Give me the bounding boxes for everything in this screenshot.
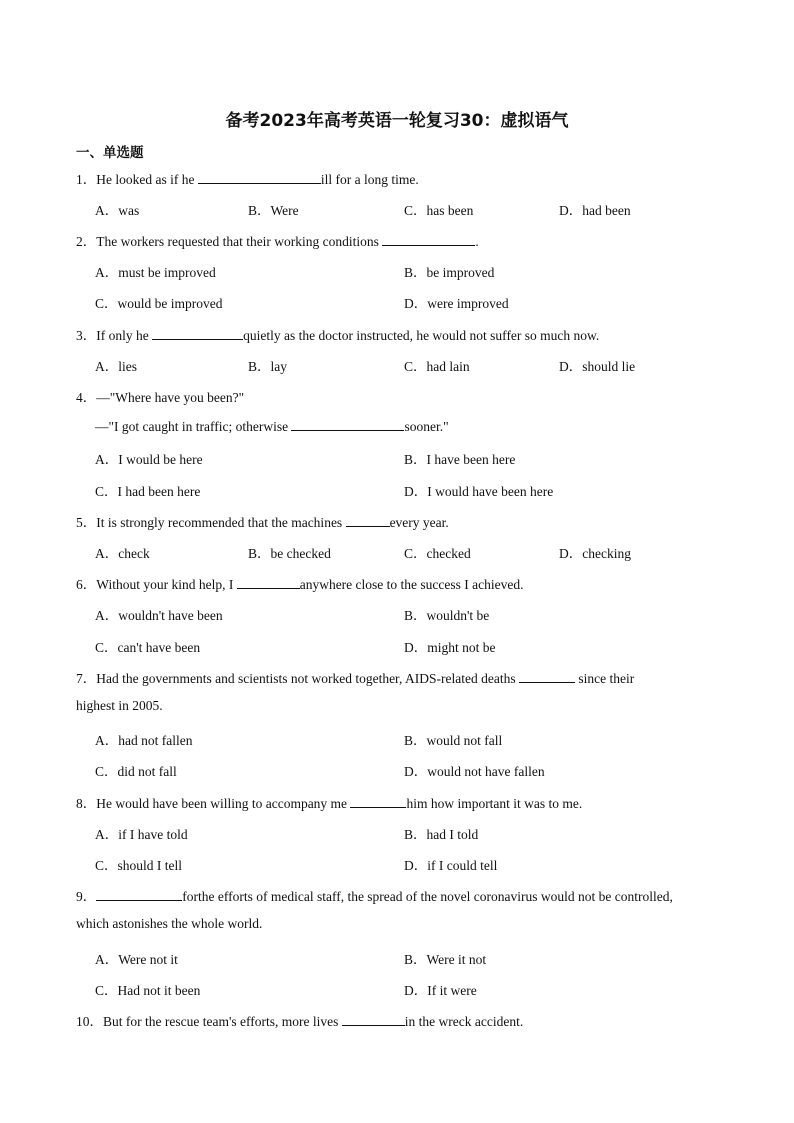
option-b: B．be checked: [248, 546, 331, 561]
option-c: C．can't have been: [95, 640, 201, 655]
question-10: 10．But for the rescue team's efforts, more lives in the wreck accident.: [76, 1014, 524, 1029]
question-1: 1．He looked as if he ill for a long time.: [76, 172, 419, 187]
option-d: D．if I could tell: [404, 858, 498, 873]
question-6: 6．Without your kind help, I anywhere close to the success I achieved.: [76, 577, 524, 592]
answer-blank: [198, 170, 321, 184]
question-8: 8．He would have been willing to accompany me him how important it was to me.: [76, 796, 583, 811]
option-b: B．would not fall: [404, 733, 503, 748]
option-c: C．I had been here: [95, 484, 201, 499]
question-4: 4．—"Where have you been?": [76, 390, 245, 405]
option-c: C．would be improved: [95, 296, 223, 311]
answer-blank: [96, 887, 182, 901]
question-4-line-2: —"I got caught in traffic; otherwise sooner.": [95, 419, 449, 434]
option-b: B．lay: [248, 359, 287, 374]
option-c: C．had lain: [404, 359, 470, 374]
option-b: B．Were: [248, 203, 299, 218]
option-a: A．wouldn't have been: [95, 608, 223, 623]
option-d: D．might not be: [404, 640, 496, 655]
option-b: B．wouldn't be: [404, 608, 490, 623]
option-d: D．were improved: [404, 296, 509, 311]
option-a: A．if I have told: [95, 827, 188, 842]
question-9-continued: which astonishes the whole world.: [76, 916, 263, 931]
option-a: A．check: [95, 546, 150, 561]
answer-blank: [350, 794, 406, 808]
option-c: C．should I tell: [95, 858, 182, 873]
option-a: A．had not fallen: [95, 733, 193, 748]
option-a: A．must be improved: [95, 265, 216, 280]
answer-blank: [382, 232, 475, 246]
option-a: A．I would be here: [95, 452, 203, 467]
option-d: D．I would have been here: [404, 484, 554, 499]
option-c: C．did not fall: [95, 764, 177, 779]
option-b: B．had I told: [404, 827, 479, 842]
question-7: 7．Had the governments and scientists not worked together, AIDS-related deaths since their: [76, 671, 635, 686]
option-d: D．had been: [559, 203, 631, 218]
question-2: 2．The workers requested that their working conditions .: [76, 234, 479, 249]
question-7-continued: highest in 2005.: [76, 698, 163, 713]
option-a: A．was: [95, 203, 140, 218]
option-c: C．Had not it been: [95, 983, 201, 998]
option-b: B．I have been here: [404, 452, 516, 467]
answer-blank: [152, 326, 243, 340]
question-9: 9． forthe efforts of medical staff, the spread of the novel coronavirus would not be controlled,: [76, 889, 673, 904]
question-3: 3．If only he quietly as the doctor instructed, he would not suffer so much now.: [76, 328, 600, 343]
answer-blank: [346, 513, 390, 527]
section-heading: 一、单选题: [76, 145, 144, 161]
option-a: A．lies: [95, 359, 137, 374]
answer-blank: [519, 669, 575, 683]
option-d: D．would not have fallen: [404, 764, 545, 779]
option-d: D．should lie: [559, 359, 636, 374]
answer-blank: [291, 417, 404, 431]
option-c: C．has been: [404, 203, 474, 218]
answer-blank: [342, 1012, 405, 1026]
option-b: B．Were it not: [404, 952, 487, 967]
answer-blank: [237, 575, 300, 589]
option-a: A．Were not it: [95, 952, 178, 967]
option-b: B．be improved: [404, 265, 495, 280]
page-title: 备考2023年高考英语一轮复习30：虚拟语气: [225, 111, 569, 131]
option-d: D．If it were: [404, 983, 477, 998]
option-d: D．checking: [559, 546, 631, 561]
option-c: C．checked: [404, 546, 471, 561]
question-5: 5．It is strongly recommended that the machines every year.: [76, 515, 449, 530]
